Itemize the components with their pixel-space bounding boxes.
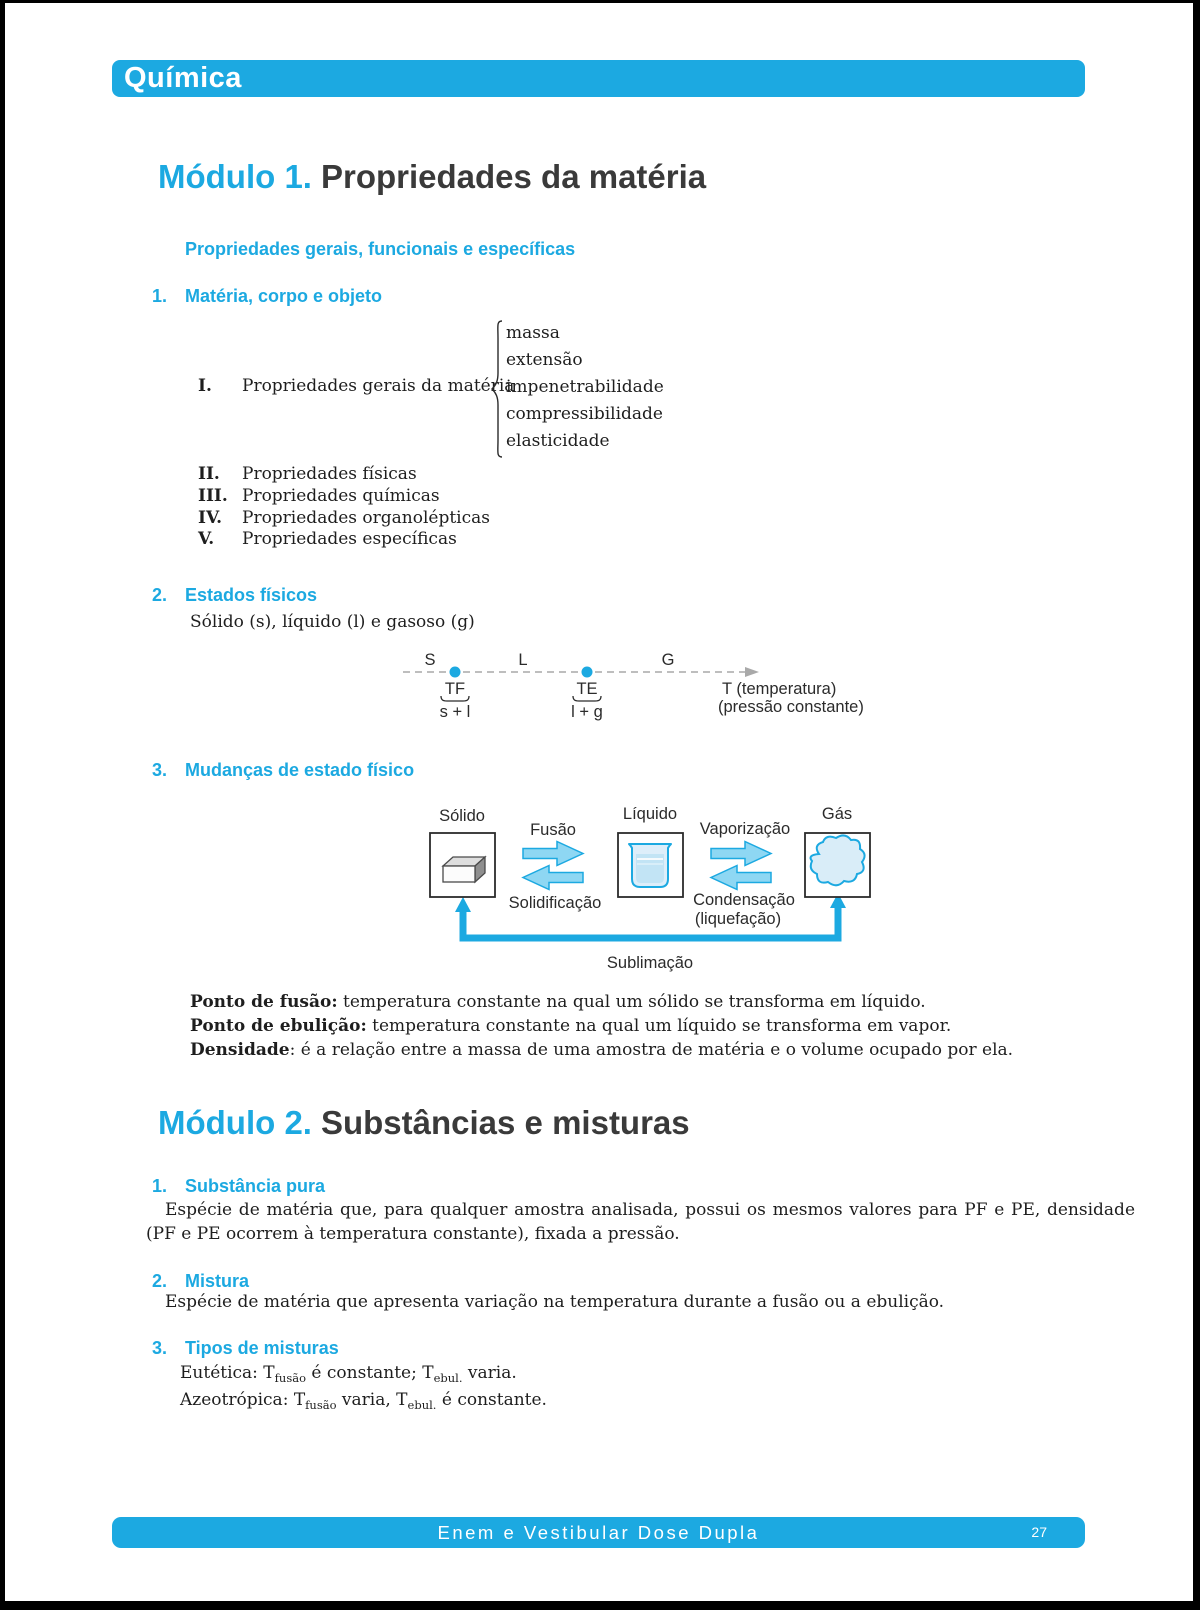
axis-label-temperature: T (temperatura) [722, 680, 837, 698]
subscript: ebul. [433, 1371, 463, 1385]
fusion-label: Fusão [530, 821, 576, 839]
definition-term: Ponto de ebulição: [190, 1016, 367, 1036]
general-properties-numeral: I. [198, 376, 212, 396]
property-list [198, 464, 490, 551]
property-row: IV. Propriedades organolépticas [198, 507, 490, 528]
state-label-gas: G [661, 651, 675, 669]
condensation-label: Condensação [693, 891, 795, 909]
state-label-solid: S [424, 651, 436, 669]
mixture-types [180, 1360, 547, 1414]
gas-label: Gás [821, 805, 853, 823]
m1-section3-heading [152, 760, 414, 781]
definition-text: : é a relação entre a massa de uma amostra de matéria e o volume ocupado por ela. [289, 1040, 1014, 1060]
m2-section1-number: 1. [152, 1176, 168, 1196]
brace-item: impenetrabilidade [506, 377, 664, 397]
tf-label: TF [444, 680, 466, 698]
eutetic-line: Eutética: $T_{fusão}$ é constante; $T_{ebul.}$ varia. [180, 1363, 517, 1385]
state-changes-diagram [405, 800, 883, 975]
m1-section2-number: 2. [152, 585, 168, 605]
brace-item: compressibilidade [506, 404, 663, 424]
definition-term: Ponto de fusão: [190, 992, 338, 1012]
subject-title: Química [124, 62, 242, 94]
module2-title-text: Substâncias e misturas [320, 1104, 690, 1141]
vaporization-label: Vaporização [699, 820, 791, 838]
definition-text: temperatura constante na qual um líquido se transforma em vapor. [366, 1016, 952, 1036]
te-mixture-label: l + g [571, 703, 603, 721]
boiling-point-dot [582, 667, 593, 678]
m1-section2-title: Estados físicos [185, 585, 318, 605]
definition-line [190, 1014, 1013, 1038]
definition-line [190, 1038, 1013, 1062]
module1-title-text: Propriedades da matéria [320, 158, 707, 195]
fusion-point-dot [450, 667, 461, 678]
solidification-arrow-icon [523, 866, 583, 890]
m2-section2-title: Mistura [185, 1271, 250, 1291]
azeotropic-line: Azeotrópica: $T_{fusão}$ varia, $T_{ebul.}$ é constante. [180, 1390, 547, 1412]
module1-title [158, 158, 706, 196]
general-properties-items [506, 320, 664, 455]
states-axis-diagram [395, 640, 873, 725]
header-bar [112, 60, 1085, 97]
m1-section2-body: Sólido (s), líquido (l) e gasoso (g) [190, 612, 475, 632]
m1-section2-heading [152, 585, 317, 606]
solid-label: Sólido [439, 807, 485, 825]
brace-item: elasticidade [506, 431, 610, 451]
m2-section1-body: Espécie de matéria que, para qualquer amostra analisada, possui os mesmos valores para PF e PE, densidade (PF e PE ocorrem à temperatura constante), fixada a pressão. [146, 1200, 1135, 1244]
m1-section3-number: 3. [152, 760, 168, 780]
liquid-label: Líquido [622, 805, 678, 823]
module2-title-number: Módulo 2. [158, 1104, 312, 1141]
m2-section1-heading [152, 1176, 325, 1197]
m1-section1-heading [152, 286, 382, 307]
property-row: V. Propriedades específicas [198, 529, 457, 550]
sublimation-label: Sublimação [606, 954, 694, 972]
solid-block-icon [443, 857, 485, 882]
m1-section1-number: 1. [152, 286, 168, 306]
state-label-liquid: L [518, 651, 528, 669]
m2-section3-heading [152, 1338, 339, 1359]
module1-subtitle: Propriedades gerais, funcionais e específicas [185, 239, 576, 259]
module1-title-number: Módulo 1. [158, 158, 312, 195]
subscript: ebul. [407, 1398, 437, 1412]
m1-section1-title: Matéria, corpo e objeto [185, 286, 383, 306]
te-label: TE [576, 680, 598, 698]
fusion-arrow-icon [523, 842, 583, 866]
tf-mixture-label: s + l [439, 703, 471, 721]
curly-brace-icon [490, 319, 504, 459]
axis-label-pressure: (pressão constante) [718, 698, 864, 716]
subscript: fusão [274, 1371, 307, 1385]
m2-section2-number: 2. [152, 1271, 168, 1291]
m2-section1-title: Substância pura [185, 1176, 326, 1196]
m2-section3-title: Tipos de misturas [185, 1338, 339, 1358]
liquefaction-label: (liquefação) [694, 910, 782, 928]
definition-text: temperatura constante na qual um sólido se transforma em líquido. [337, 992, 926, 1012]
definition-term: Densidade [190, 1040, 290, 1060]
property-row: III. Propriedades químicas [198, 485, 440, 506]
m2-section3-number: 3. [152, 1338, 168, 1358]
brace-item: extensão [506, 350, 583, 370]
condensation-arrow-icon [711, 866, 771, 890]
m2-section2-heading [152, 1271, 249, 1292]
vaporization-arrow-icon [711, 842, 771, 866]
m1-section3-title: Mudanças de estado físico [185, 760, 415, 780]
general-properties-row [198, 376, 514, 398]
general-properties-label: Propriedades gerais da matéria [242, 376, 515, 396]
definition-line [190, 990, 1013, 1014]
sublimation-arrowhead-left-icon [455, 897, 471, 912]
solidification-label: Solidificação [508, 894, 602, 912]
subscript: fusão [305, 1398, 337, 1412]
module2-title [158, 1104, 690, 1142]
property-row: II. Propriedades físicas [198, 464, 417, 484]
beaker-icon [629, 844, 671, 887]
page-number: 27 [1031, 1524, 1047, 1540]
definitions [190, 990, 1013, 1062]
axis-arrowhead-icon [745, 667, 759, 677]
m2-section2-body: Espécie de matéria que apresenta variação na temperatura durante a fusão ou a ebulição. [165, 1292, 945, 1312]
brace-item: massa [506, 323, 560, 343]
footer-title: Enem e Vestibular Dose Dupla [437, 1522, 760, 1543]
footer-bar [112, 1517, 1085, 1548]
